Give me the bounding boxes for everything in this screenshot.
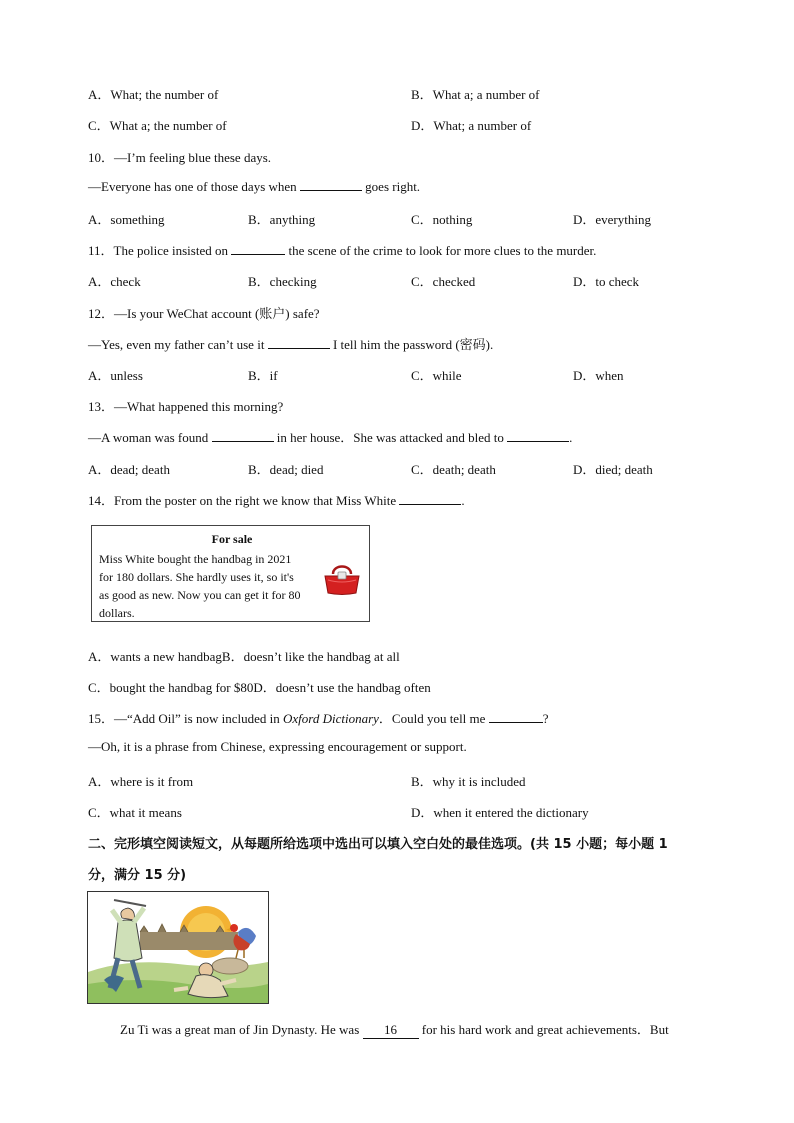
- q13-reply-before: —A woman was found: [88, 430, 209, 445]
- section-heading-line2: 分，满分 15 分): [88, 868, 187, 883]
- q10-option-a: A．something: [88, 212, 165, 227]
- passage-blank-16: 16: [363, 1022, 419, 1039]
- q9-option-b: B．What a; a number of: [411, 87, 540, 102]
- q12-reply-after: I tell him the password (密码).: [332, 337, 494, 352]
- q13-option-a: A．dead; death: [88, 462, 170, 477]
- q13-reply-middle: in her house．She was attacked and bled to: [276, 430, 504, 445]
- q11-stem: [88, 240, 596, 259]
- q13-option-d: D．died; death: [573, 462, 653, 477]
- answer-blank: [212, 429, 274, 442]
- q10-reply: [88, 178, 420, 195]
- passage-after: for his hard work and great achievements．But: [421, 1022, 669, 1037]
- q13-stem: 13．—What happened this morning?: [88, 399, 284, 414]
- q11-option-b: B．checking: [248, 274, 317, 289]
- q15-option-a: A．where is it from: [88, 774, 194, 789]
- q10-stem: 10．—I’m feeling blue these days.: [88, 150, 272, 165]
- q15-option-b: B．why it is included: [411, 774, 526, 789]
- q11-option-c: C．checked: [411, 274, 476, 289]
- q13-option-b: B．dead; died: [248, 462, 324, 477]
- q12-reply: [88, 334, 493, 353]
- q14-stem-before: 14．From the poster on the right we know that Miss White: [88, 493, 397, 508]
- handbag-icon: [320, 562, 364, 600]
- q14-stem: [88, 490, 465, 509]
- q10-option-b: B．anything: [248, 212, 316, 227]
- q11-stem-after: the scene of the crime to look for more clues to the murder.: [288, 243, 597, 258]
- q12-reply-before: —Yes, even my father can’t use it: [88, 337, 265, 352]
- q13-option-c: C．death; death: [411, 462, 496, 477]
- passage-before: Zu Ti was a great man of Jin Dynasty. He was: [120, 1022, 360, 1037]
- passage-line: [120, 1019, 669, 1039]
- q9-option-d: D．What; a number of: [411, 118, 532, 133]
- q14-options-cd: C．bought the handbag for $80D．doesn’t use the handbag often: [88, 680, 431, 695]
- q14-stem-after: .: [461, 493, 465, 508]
- answer-blank: [507, 429, 569, 442]
- q15-stem-after: ．Could you tell me: [378, 711, 486, 726]
- answer-blank: [300, 178, 362, 191]
- q15-stem-before: 15．—“Add Oil” is now included in: [88, 711, 280, 726]
- q15-stem: [88, 708, 548, 727]
- answer-blank: [489, 710, 543, 723]
- q10-reply-after: goes right.: [365, 179, 421, 194]
- q15-option-c: C．what it means: [88, 805, 182, 820]
- section-heading-line1: 二、完形填空阅读短文，从每题所给选项中选出可以填入空白处的最佳选项。(共 15 小题；每小题 1: [88, 837, 668, 852]
- q15-stem-dictionary: Oxford Dictionary: [282, 711, 379, 726]
- q9-option-a: A．What; the number of: [88, 87, 219, 102]
- q12-option-c: C．while: [411, 368, 462, 383]
- q9-option-c: C．What a; the number of: [88, 118, 227, 133]
- q11-stem-before: 11．The police insisted on: [88, 243, 228, 258]
- for-sale-poster: [91, 525, 370, 622]
- poster-title: For sale: [211, 532, 253, 546]
- answer-blank: [268, 336, 330, 349]
- q12-stem: 12．—Is your WeChat account (账户) safe?: [88, 306, 320, 321]
- q10-option-c: C．nothing: [411, 212, 473, 227]
- q15-reply: —Oh, it is a phrase from Chinese, expressing encouragement or support.: [88, 739, 467, 754]
- q15-option-d: D．when it entered the dictionary: [411, 805, 589, 820]
- poster-text: Miss White bought the handbag in 2021 for 180 dollars. She hardly uses it, so it's as good as new. Now you can get it for 80 dollars.: [99, 552, 301, 620]
- q12-option-b: B．if: [248, 368, 278, 383]
- q13-reply: [88, 427, 572, 446]
- q12-option-d: D．when: [573, 368, 624, 383]
- q11-option-a: A．check: [88, 274, 141, 289]
- q11-option-d: D．to check: [573, 274, 640, 289]
- q15-stem-end: ?: [542, 711, 549, 726]
- q14-options-ab: A．wants a new handbagB．doesn’t like the handbag at all: [88, 649, 400, 664]
- q13-reply-after: .: [569, 430, 573, 445]
- q10-reply-before: —Everyone has one of those days when: [88, 179, 297, 194]
- answer-blank: [399, 492, 461, 505]
- answer-blank: [231, 242, 285, 255]
- q12-option-a: A．unless: [88, 368, 143, 383]
- zu-ti-illustration: [87, 891, 269, 1004]
- q10-option-d: D．everything: [573, 212, 651, 227]
